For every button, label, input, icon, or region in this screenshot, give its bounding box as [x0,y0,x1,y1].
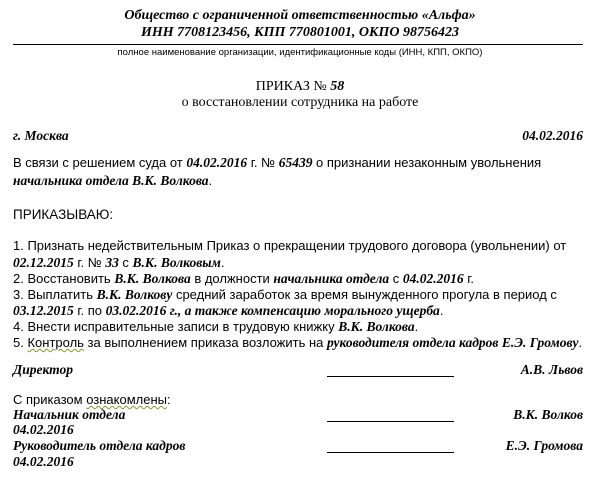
command-heading: ПРИКАЗЫВАЮ: [13,207,114,222]
preamble-text: В связи с решением суда от [13,155,187,170]
preamble-text: о признании незаконным увольнения [312,155,542,170]
item-text: г. № [73,255,106,270]
person-1-date: 04.02.2016 [13,422,74,437]
acquainted-label [13,392,171,407]
item-text: г. [463,271,475,286]
acquainted-text: С приказом [13,392,87,407]
preamble-text: . [208,173,213,188]
control-word: Контроль [27,335,84,350]
person-2-name: Е.Э. Громова [505,438,583,453]
director-role: Директор [13,362,73,377]
person-2-role: Руководитель отдела кадров [13,438,186,453]
item-text: средний заработок за время вынужденного прогула в период с [172,287,557,302]
organization-codes: ИНН 7708123456, КПП 770801001, ОКПО 98756423 [140,25,460,40]
preamble-line-2 [13,172,212,190]
compensation-text: г., а также компенсацию морального ущерба [166,303,440,318]
item-text: . [439,303,444,318]
reinstatement-date: 04.02.2016 [402,271,464,286]
order-number: 58 [330,79,345,94]
item-text: с [118,255,133,270]
item-text: за выполнением приказа возложить на [83,335,327,350]
header-caption: полное наименование организации, идентификационные коды (ИНН, КПП, ОКПО) [117,47,483,58]
employee-name: В.К. Волковым [132,255,221,270]
employee-name: В.К. Волкова [338,319,415,334]
item-text: 3. Выплатить [13,287,97,302]
preamble-text: г. № [247,155,279,170]
dismissal-order-number: 33 [105,255,119,270]
director-signature-line [327,376,454,377]
item-text: г. по [73,303,106,318]
order-title [0,79,600,95]
item-text: . [220,255,225,270]
organization-name: Общество с ограниченной ответственностью «Альфа» [124,8,476,23]
acquainted-text: : [166,392,171,407]
employee-name: В.К. Волкова [114,271,191,286]
item-text: . [414,319,419,334]
court-decision-date: 04.02.2016 [186,155,248,170]
order-date: 04.02.2016 [522,128,583,143]
item-text: . [578,335,583,350]
item-1-line-1: 1. Признать недействительным Приказ о прекращении трудового договора (увольнении) от [13,238,567,253]
item-5 [13,334,582,352]
person-1-name: В.К. Волков [513,407,583,422]
item-text: в должности [190,271,274,286]
employee-name: В.К. Волкову [96,287,173,302]
header-rule [13,44,583,45]
order-title-prefix: ПРИКАЗ № [255,79,331,94]
item-text: 5. [13,335,28,350]
order-subtitle: о восстановлении сотрудника на работе [181,95,419,110]
person-2-signature-line [327,452,454,453]
director-name: А.В. Львов [520,362,583,377]
preamble-line-1 [13,155,541,171]
dismissal-order-date: 02.12.2015 [13,255,74,270]
person-2-date: 04.02.2016 [13,454,74,469]
order-city: г. Москва [13,128,69,143]
employee-position: начальника отдела [273,271,390,286]
period-end-date: 03.02.2016 [105,303,167,318]
person-1-signature-line [327,421,454,422]
responsible-person: руководителя отдела кадров Е.Э. Громову [326,335,579,350]
item-text: 2. Восстановить [13,271,115,286]
employee-position: начальника отдела В.К. Волкова [13,173,209,188]
item-text: с [389,271,403,286]
period-start-date: 03.12.2015 [13,303,74,318]
person-1-role: Начальник отдела [13,407,126,422]
court-decision-number: 65439 [278,155,313,170]
acquainted-word: ознакомлены [86,392,167,407]
item-text: 4. Внести исправительные записи в трудовую книжку [13,319,339,334]
